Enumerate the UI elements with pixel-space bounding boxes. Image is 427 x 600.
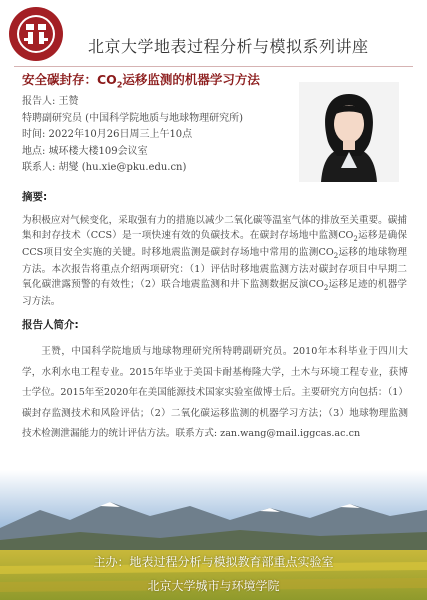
footer-org: 北京大学城市与环境学院 <box>147 579 280 593</box>
bio-text <box>22 342 408 445</box>
position-line: 特聘副研究员 (中国科学院地质与地球物理研究所) <box>22 112 243 124</box>
abstract-part-1: 为积极应对气候变化，采取强有力的措施以减少二氧化碳等温室气体的排放至关重要。碳捕集和封存技术（CCS）是一项快速有效的负碳技术。在碳封存场地中监测CO <box>22 215 407 241</box>
talk-title <box>22 70 260 90</box>
place-line: 地点: 城环楼大楼109会议室 <box>22 145 148 157</box>
time-line: 时间: 2022年10月26日周三上午10点 <box>22 129 193 140</box>
abstract-sub-3: 2 <box>323 283 329 292</box>
abstract-part-3: 运移的地球物理方法。本次报告将重点介绍两项研究：（1）评估时移地震监测方法对碳封存项目中早期二氧化碳泄露预警的有效性；（2）联合地震监测和井下监测数据反演CO <box>22 246 408 290</box>
contact-line: 联系人: 胡燮 (hu.xie@pku.edu.cn) <box>22 162 187 173</box>
speaker-line: 报告人: 王赞 <box>22 96 79 107</box>
bio-heading: 报告人简介: <box>22 319 79 331</box>
bio-body: 王赞，中国科学院地质与地球物理研究所特聘副研究员。2010年本科毕业于四川大学，水利水电工程专业。2015年毕业于美国卡耐基梅隆大学，土木与环境工程专业，获博士学位。2015年至2020年在美国能源技术国家实验室做博士后。主要研究方向包括：（1）碳封存监测技术和风险评估；（2）二氧化碳运移监测的机器学习方法；（3）地球物理监测技术检测泄漏能力的统计评估方法。联系方式: <box>22 346 408 439</box>
abstract-sub-2: 2 <box>333 251 339 260</box>
talk-title-prefix: 安全碳封存：CO <box>22 72 117 87</box>
speaker-photo <box>299 82 399 182</box>
talk-title-suffix: 运移监测的机器学习方法 <box>122 72 260 87</box>
abstract-sub-1: 2 <box>353 234 358 243</box>
header <box>0 0 427 66</box>
series-title: 北京大学地表过程分析与模拟系列讲座 <box>88 37 369 56</box>
peking-university-logo <box>8 6 64 62</box>
footer-host: 主办：地表过程分析与模拟教育部重点实验室 <box>93 555 334 569</box>
header-divider <box>14 66 413 67</box>
abstract-part-2: 运移是确保CCS项目安全实施的关键。时移地震监测是碳封存场地中常用的监测CO <box>22 229 407 258</box>
talk-info <box>22 94 312 177</box>
abstract-heading: 摘要: <box>22 191 48 203</box>
abstract-part-4: 运移足迹的机器学习方法。 <box>22 278 407 308</box>
speaker-email: zan.wang@mail.iggcas.ac.cn <box>220 428 361 439</box>
abstract-text <box>22 214 407 310</box>
talk-title-subscript: 2 <box>116 80 123 90</box>
